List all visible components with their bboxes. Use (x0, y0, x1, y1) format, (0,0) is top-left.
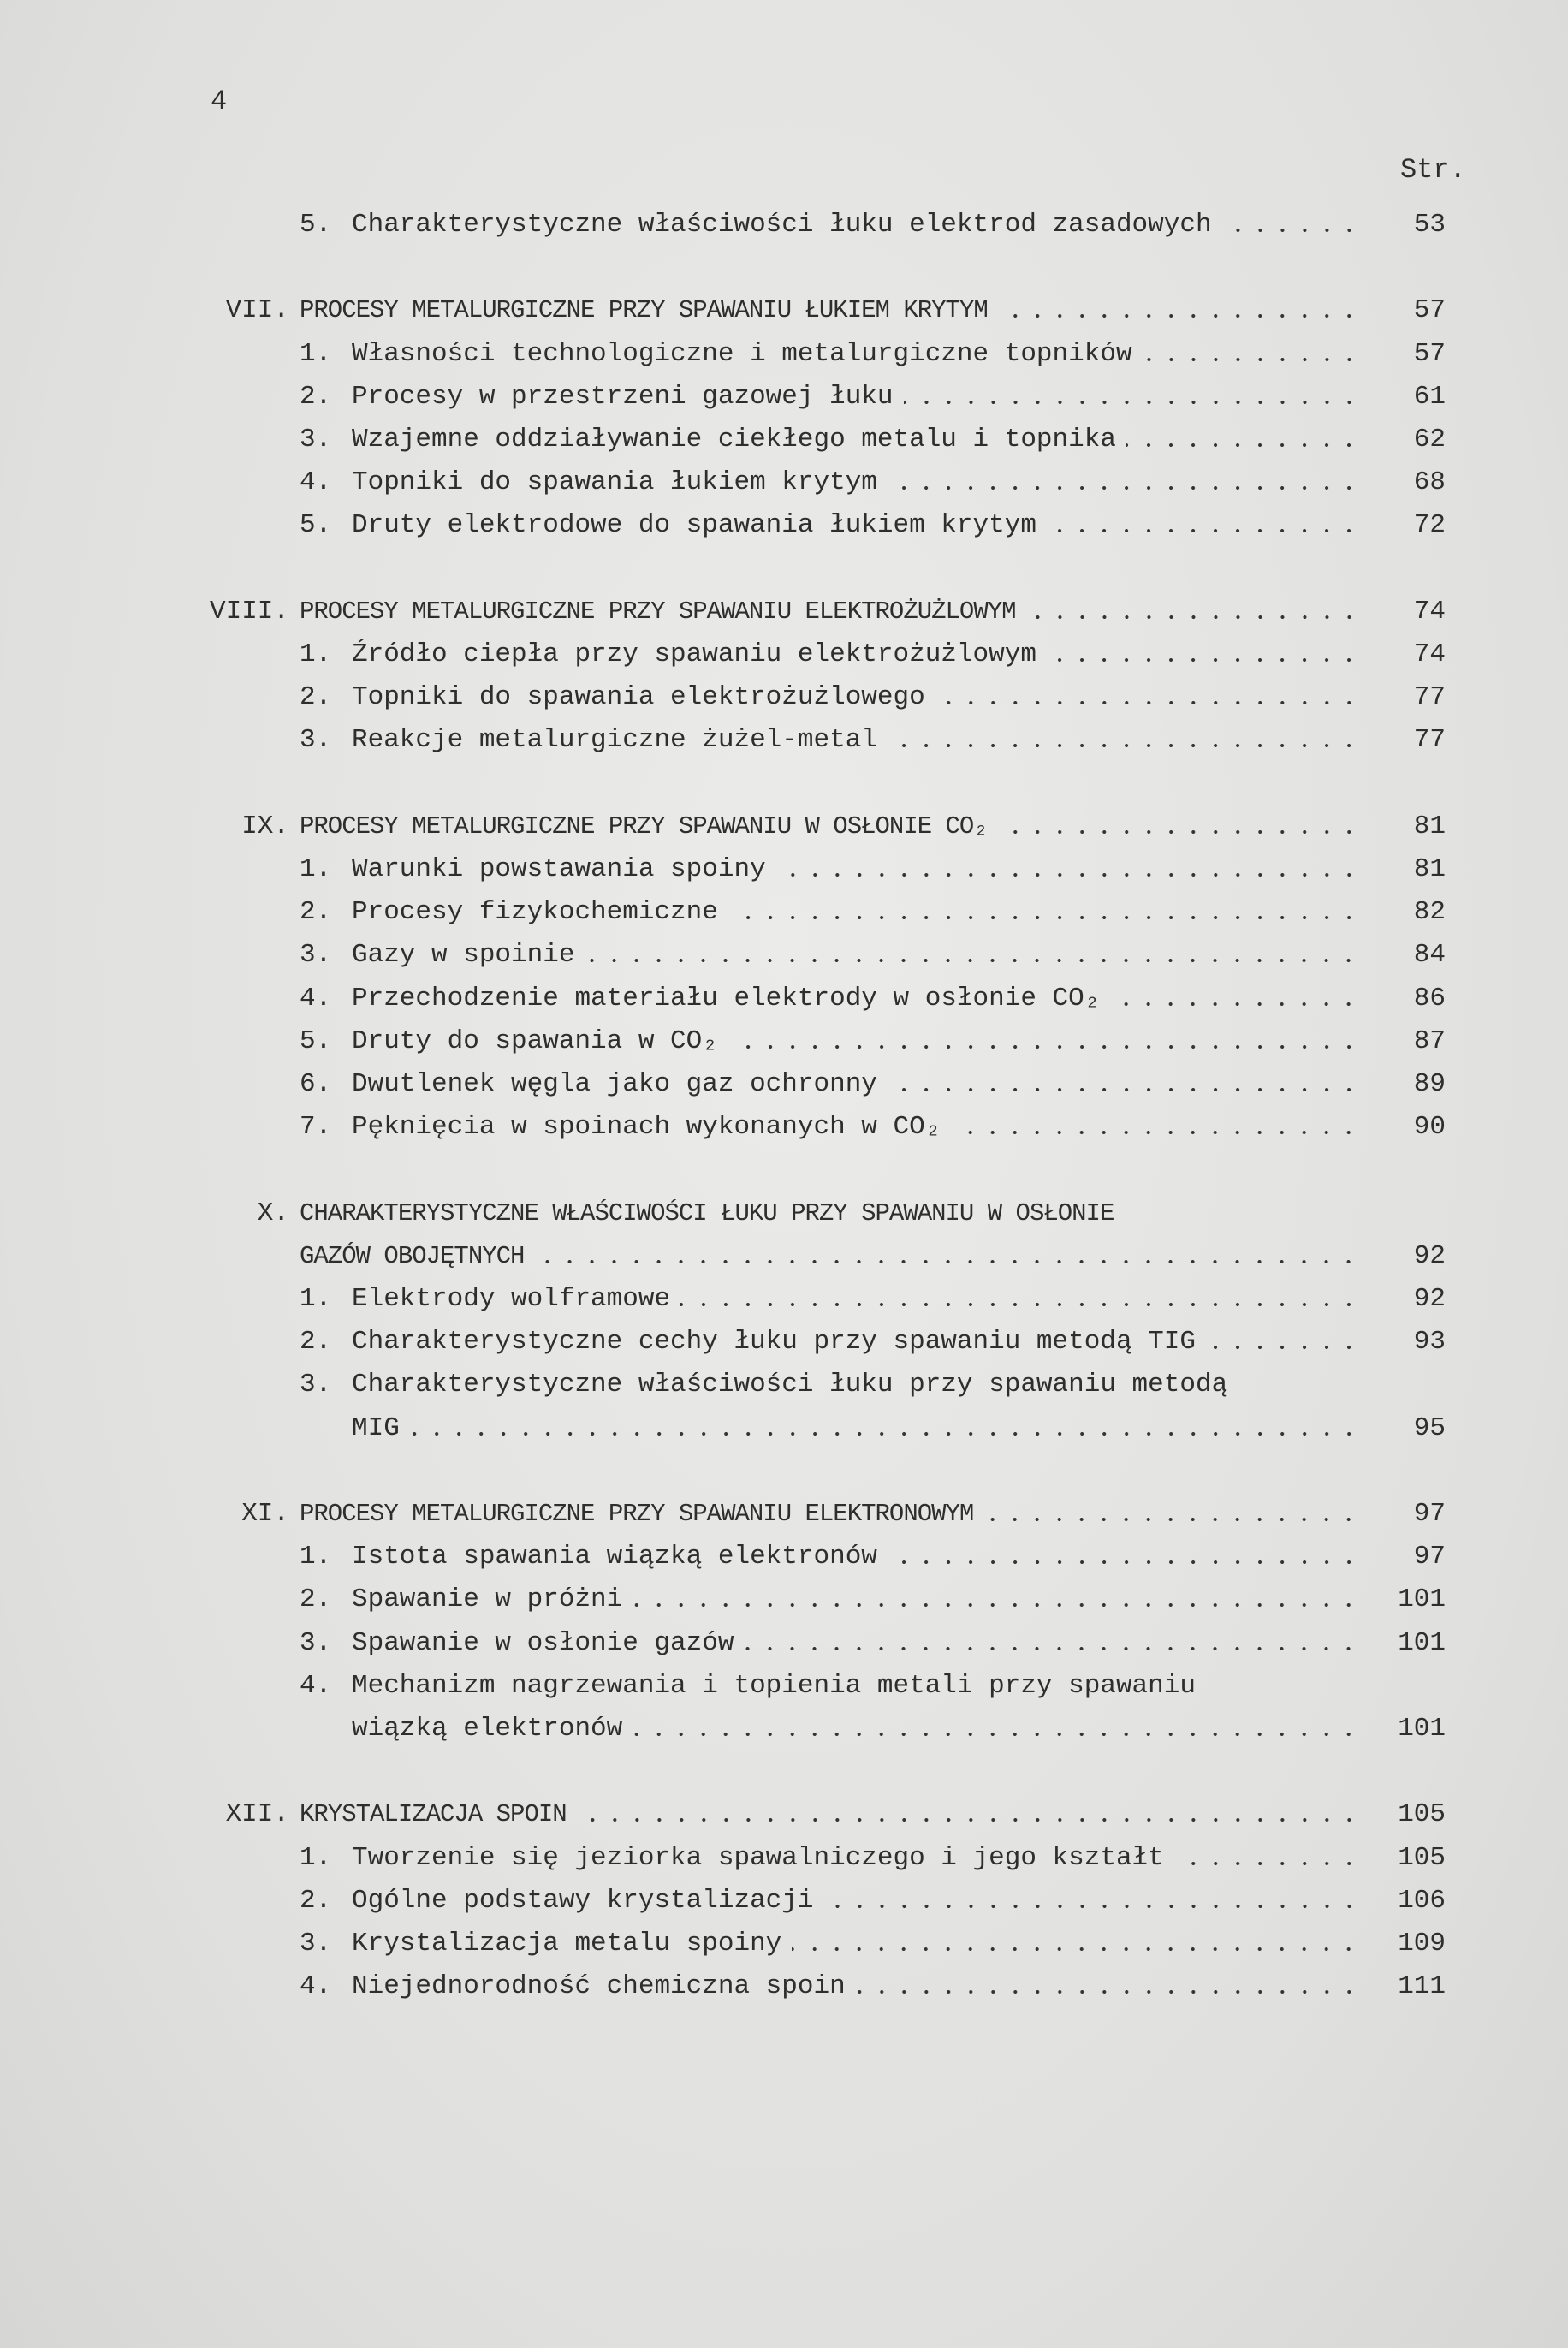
entry-title: Ogólne podstawy krystalizacji (352, 1885, 814, 1916)
entry-title: PROCESY METALURGICZNE PRZY SPAWANIU ELEKTROŻUŻLOWYM (300, 597, 1016, 626)
toc-entry (300, 1965, 1446, 2008)
dot-leader (728, 1045, 1360, 1049)
dot-leader (792, 1947, 1360, 1951)
toc-entry (300, 848, 1446, 891)
toc-chapter-entry (300, 1235, 1446, 1278)
chapter-numeral: XI. (241, 1499, 289, 1529)
page-column-header: Str. (1400, 154, 1466, 186)
entry-number: 1. (300, 854, 332, 884)
dot-leader (1026, 615, 1360, 619)
entry-page-number: 77 (1413, 682, 1446, 713)
entry-page-number: 84 (1413, 940, 1446, 971)
entry-page-number: 57 (1413, 338, 1446, 369)
entry-number: 2. (300, 1327, 332, 1358)
entry-page-number: 57 (1413, 295, 1446, 326)
toc-entry (300, 1622, 1446, 1665)
entry-title: Krystalizacja metalu spoiny (352, 1929, 782, 1959)
entry-page-number: 111 (1398, 1971, 1446, 2002)
entry-number: 1. (300, 1284, 332, 1314)
entry-page-number: 82 (1413, 897, 1446, 928)
entry-page-number: 95 (1413, 1412, 1446, 1443)
dot-leader (856, 1990, 1360, 1994)
dot-leader (998, 830, 1360, 834)
entry-number: 5. (300, 510, 332, 541)
entry-page-number: 97 (1413, 1499, 1446, 1529)
entry-title: Topniki do spawania łukiem krytym (352, 467, 877, 498)
entry-page-number: 90 (1413, 1112, 1446, 1143)
dot-leader (888, 486, 1360, 490)
entry-page-number: 86 (1413, 983, 1446, 1014)
entry-page-number: 81 (1413, 854, 1446, 884)
dot-leader (633, 1733, 1360, 1736)
toc-entry (300, 1708, 1446, 1751)
toc-chapter-entry (241, 805, 1446, 848)
entry-number: 3. (300, 1929, 332, 1959)
dot-leader (577, 1818, 1360, 1822)
entry-title: Procesy fizykochemiczne (352, 897, 718, 928)
entry-number: 2. (300, 1584, 332, 1615)
entry-page-number: 97 (1413, 1542, 1446, 1572)
entry-title: Charakterystyczne cechy łuku przy spawaniu metodą TIG (352, 1327, 1196, 1358)
dot-leader (904, 401, 1360, 404)
toc-entry (300, 719, 1446, 762)
dot-leader (744, 1647, 1360, 1650)
entry-title: Źródło ciepła przy spawaniu elektrożużlowym (352, 639, 1036, 669)
entry-title: Dwutlenek węgla jako gaz ochronny (352, 1069, 877, 1099)
entry-number: 5. (300, 1025, 332, 1056)
dot-leader (1110, 1002, 1360, 1006)
entry-page-number: 92 (1413, 1240, 1446, 1271)
entry-title: PROCESY METALURGICZNE PRZY SPAWANIU ŁUKIEM KRYTYM (300, 296, 988, 325)
toc-entry (300, 676, 1446, 719)
entry-page-number: 105 (1398, 1842, 1446, 1873)
entry-number: 2. (300, 897, 332, 928)
dot-leader (410, 1432, 1360, 1436)
toc-entry (300, 376, 1446, 419)
entry-title: Procesy w przestrzeni gazowej łuku (352, 381, 894, 412)
toc-chapter-entry (241, 1493, 1446, 1536)
toc-entry (300, 1837, 1446, 1880)
toc-entry (300, 1278, 1446, 1321)
chapter-numeral: XII. (225, 1799, 289, 1830)
entry-number: 3. (300, 725, 332, 756)
entry-page-number: 105 (1398, 1799, 1446, 1830)
entry-title: Spawanie w próżni (352, 1584, 623, 1615)
chapter-numeral: VIII. (209, 596, 289, 627)
entry-page-number: 87 (1413, 1025, 1446, 1056)
toc-entry (300, 1063, 1446, 1106)
toc-entry (300, 1106, 1446, 1149)
toc-entry (300, 1578, 1446, 1621)
dot-leader (983, 1518, 1360, 1521)
toc-entry (300, 1536, 1446, 1578)
entry-title: Własności technologiczne i metalurgiczne topników (352, 338, 1132, 369)
dot-leader (1222, 229, 1360, 232)
entry-title: Mechanizm nagrzewania i topienia metali przy spawaniu (352, 1670, 1196, 1701)
entry-page-number: 74 (1413, 639, 1446, 669)
chapter-numeral: VII. (225, 295, 289, 326)
entry-page-number: 109 (1398, 1929, 1446, 1959)
dot-leader (1126, 443, 1360, 447)
entry-page-number: 93 (1413, 1327, 1446, 1358)
entry-page-number: 81 (1413, 811, 1446, 841)
entry-page-number: 77 (1413, 725, 1446, 756)
entry-title: CHARAKTERYSTYCZNE WŁAŚCIWOŚCI ŁUKU PRZY SPAWANIU W OSŁONIE (300, 1198, 1114, 1227)
entry-number: 1. (300, 1842, 332, 1873)
entry-number: 4. (300, 1971, 332, 2002)
entry-page-number: 106 (1398, 1885, 1446, 1916)
dot-leader (728, 916, 1360, 919)
toc-chapter-entry (225, 289, 1446, 332)
dot-leader (888, 1560, 1360, 1564)
entry-number: 3. (300, 1370, 332, 1400)
toc-entry (300, 1321, 1446, 1364)
entry-number: 2. (300, 682, 332, 713)
entry-number: 4. (300, 1670, 332, 1701)
chapter-numeral: IX. (241, 811, 289, 841)
entry-number: 1. (300, 1542, 332, 1572)
dot-leader (824, 1905, 1361, 1908)
entry-page-number: 101 (1398, 1584, 1446, 1615)
entry-title: Gazy w spoinie (352, 940, 575, 971)
entry-title: Topniki do spawania elektrożużlowego (352, 682, 925, 713)
entry-number: 4. (300, 467, 332, 498)
dot-leader (1047, 529, 1360, 532)
dot-leader (1143, 358, 1360, 361)
entry-page-number: 74 (1413, 596, 1446, 627)
toc-entry (300, 1407, 1446, 1450)
toc-entry (300, 1020, 1446, 1063)
entry-number: 7. (300, 1112, 332, 1143)
toc-chapter-entry (209, 591, 1446, 633)
entry-page-number: 101 (1398, 1714, 1446, 1744)
entry-title: Wzajemne oddziaływanie ciekłego metalu i topnika (352, 425, 1116, 455)
toc-entry (300, 419, 1446, 461)
entry-title: Spawanie w osłonie gazów (352, 1627, 734, 1658)
toc-entry (300, 1364, 1446, 1406)
entry-title: KRYSTALIZACJA SPOIN (300, 1800, 567, 1829)
dot-leader (1047, 658, 1360, 662)
dot-leader (776, 873, 1360, 877)
entry-title: Przechodzenie materiału elektrody w osłonie CO₂ (352, 983, 1101, 1014)
entry-title: GAZÓW OBOJĘTNYCH (300, 1241, 525, 1270)
entry-title: Reakcje metalurgiczne żużel-metal (352, 725, 877, 756)
entry-page-number: 89 (1413, 1069, 1446, 1099)
entry-title: Tworzenie się jeziorka spawalniczego i jego kształt (352, 1842, 1164, 1873)
entry-number: 2. (300, 381, 332, 412)
dot-leader (585, 959, 1360, 962)
entry-title: Charakterystyczne właściwości łuku przy spawaniu metodą (352, 1370, 1228, 1400)
entry-page-number: 68 (1413, 467, 1446, 498)
toc-entry (300, 1880, 1446, 1923)
toc-entry (300, 633, 1446, 676)
entry-title: Niejednorodność chemiczna spoin (352, 1971, 846, 2002)
dot-leader (888, 744, 1360, 747)
entry-page-number: 92 (1413, 1284, 1446, 1314)
dot-leader (534, 1260, 1360, 1263)
entry-number: 3. (300, 940, 332, 971)
entry-number: 6. (300, 1069, 332, 1099)
toc-chapter-entry (257, 1192, 1446, 1235)
entry-title: Warunki powstawania spoiny (352, 854, 766, 884)
dot-leader (935, 701, 1360, 704)
dot-leader (888, 1088, 1360, 1091)
entry-number: 1. (300, 639, 332, 669)
toc-entry (300, 461, 1446, 504)
entry-title: Istota spawania wiązką elektronów (352, 1542, 877, 1572)
dot-leader (1206, 1346, 1360, 1349)
entry-number: 1. (300, 338, 332, 369)
dot-leader (680, 1303, 1360, 1306)
entry-page-number: 53 (1413, 210, 1446, 240)
toc-entry (300, 934, 1446, 977)
toc-entry (300, 1923, 1446, 1965)
entry-page-number: 101 (1398, 1627, 1446, 1658)
dot-leader (998, 314, 1360, 318)
entry-page-number: 62 (1413, 425, 1446, 455)
entry-number: 3. (300, 1627, 332, 1658)
toc-entry (300, 504, 1446, 547)
entry-title: PROCESY METALURGICZNE PRZY SPAWANIU ELEKTRONOWYM (300, 1500, 974, 1528)
dot-leader (951, 1131, 1360, 1134)
dot-leader (633, 1603, 1360, 1607)
entry-number: 5. (300, 210, 332, 240)
toc-entry (300, 978, 1446, 1020)
entry-title: Druty do spawania w CO₂ (352, 1025, 718, 1056)
entry-title: Elektrody wolframowe (352, 1284, 671, 1314)
entry-title: wiązką elektronów (352, 1714, 623, 1744)
entry-page-number: 61 (1413, 381, 1446, 412)
entry-title: MIG (352, 1412, 400, 1443)
chapter-numeral: X. (257, 1198, 289, 1228)
entry-number: 3. (300, 425, 332, 455)
entry-page-number: 72 (1413, 510, 1446, 541)
entry-title: Charakterystyczne właściwości łuku elektrod zasadowych (352, 210, 1212, 240)
toc-entry (300, 1665, 1446, 1708)
entry-number: 2. (300, 1885, 332, 1916)
entry-title: Pęknięcia w spoinach wykonanych w CO₂ (352, 1112, 941, 1143)
toc-entry (300, 204, 1446, 247)
toc-chapter-entry (225, 1793, 1446, 1836)
dot-leader (1174, 1862, 1360, 1865)
toc-entry (300, 891, 1446, 934)
entry-title: Druty elektrodowe do spawania łukiem krytym (352, 510, 1036, 541)
toc-entry (300, 333, 1446, 376)
entry-number: 4. (300, 983, 332, 1014)
page-number: 4 (211, 86, 228, 117)
entry-title: PROCESY METALURGICZNE PRZY SPAWANIU W OSŁONIE CO₂ (300, 811, 988, 841)
